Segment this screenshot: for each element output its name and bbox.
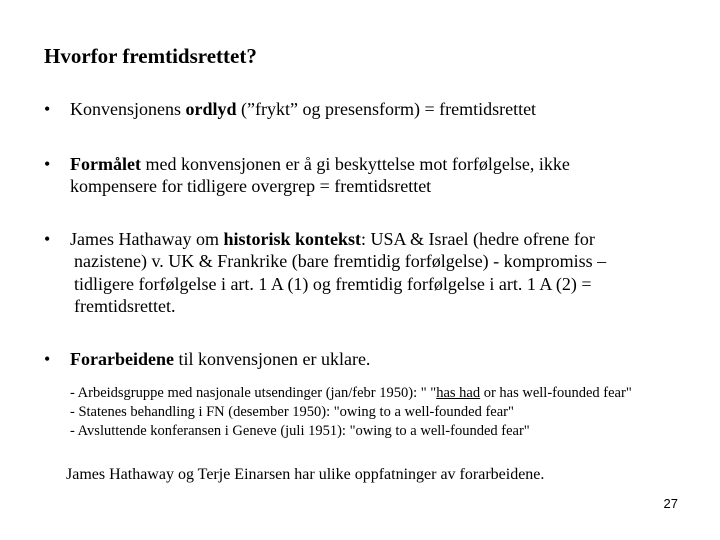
bullet-text-bold: historisk kontekst bbox=[223, 228, 361, 249]
bullet-text-line2: kompensere for tidligere overgrep = fremtidsrettet bbox=[70, 176, 432, 196]
slide-title: Hvorfor fremtidsrettet? bbox=[44, 44, 257, 68]
sub-item-pre: - Arbeidsgruppe med nasjonale utsendinger (jan/febr 1950): " " bbox=[70, 385, 437, 401]
sub-item-post: or has well-founded fear" bbox=[480, 385, 632, 401]
bullet-item-ordlyd bbox=[44, 98, 684, 121]
bullet-text-pre: James Hathaway om bbox=[70, 228, 224, 249]
sub-item-konferansen: - Avsluttende konferansen i Geneve (juli 1951): "owing to a well-founded fear" bbox=[70, 423, 530, 439]
bullet-list bbox=[44, 98, 684, 370]
bullet-dot: • bbox=[44, 153, 51, 174]
bullet-text-bold: Forarbeidene bbox=[70, 348, 174, 369]
bullet-text-post: (”frykt” og presensform) = fremtidsrettet bbox=[236, 99, 537, 119]
sub-item-underlined: has had bbox=[436, 385, 481, 401]
bullet-text-line2: nazistene) v. UK & Frankrike (bare fremtidig forfølgelse) - kompromiss – bbox=[74, 251, 607, 271]
bullet-text-line1: med konvensjonen er å gi beskyttelse mot forfølgelse, ikke bbox=[140, 153, 570, 174]
sub-item-statenes: - Statenes behandling i FN (desember 1950): "owing to a well-founded fear" bbox=[70, 404, 514, 420]
bullet-text-bold: ordlyd bbox=[185, 99, 237, 119]
bullet-item-forarbeidene bbox=[44, 348, 684, 371]
sub-item-arbeidsgruppe bbox=[70, 384, 632, 403]
sub-list bbox=[70, 384, 632, 441]
footer-note: James Hathaway og Terje Einarsen har ulike oppfatninger av forarbeidene. bbox=[66, 466, 545, 483]
bullet-text-pre: Konvensjonens bbox=[70, 99, 186, 119]
bullet-text-bold: Formålet bbox=[70, 153, 141, 174]
bullet-text-line4: fremtidsrettet. bbox=[74, 296, 176, 316]
bullet-text-line3: tidligere forfølgelse i art. 1 A (1) og fremtidig forfølgelse i art. 1 A (2) = bbox=[74, 273, 592, 294]
bullet-text-line1: : USA & Israel (hedre ofrene for bbox=[361, 228, 595, 249]
bullet-dot: • bbox=[44, 99, 51, 119]
bullet-dot: • bbox=[44, 228, 51, 249]
bullet-text-post: til konvensjonen er uklare. bbox=[173, 348, 371, 369]
bullet-dot: • bbox=[44, 348, 51, 369]
bullet-item-formalet bbox=[44, 153, 684, 198]
page-number: 27 bbox=[663, 496, 678, 511]
bullet-item-historisk-kontekst bbox=[44, 228, 684, 318]
